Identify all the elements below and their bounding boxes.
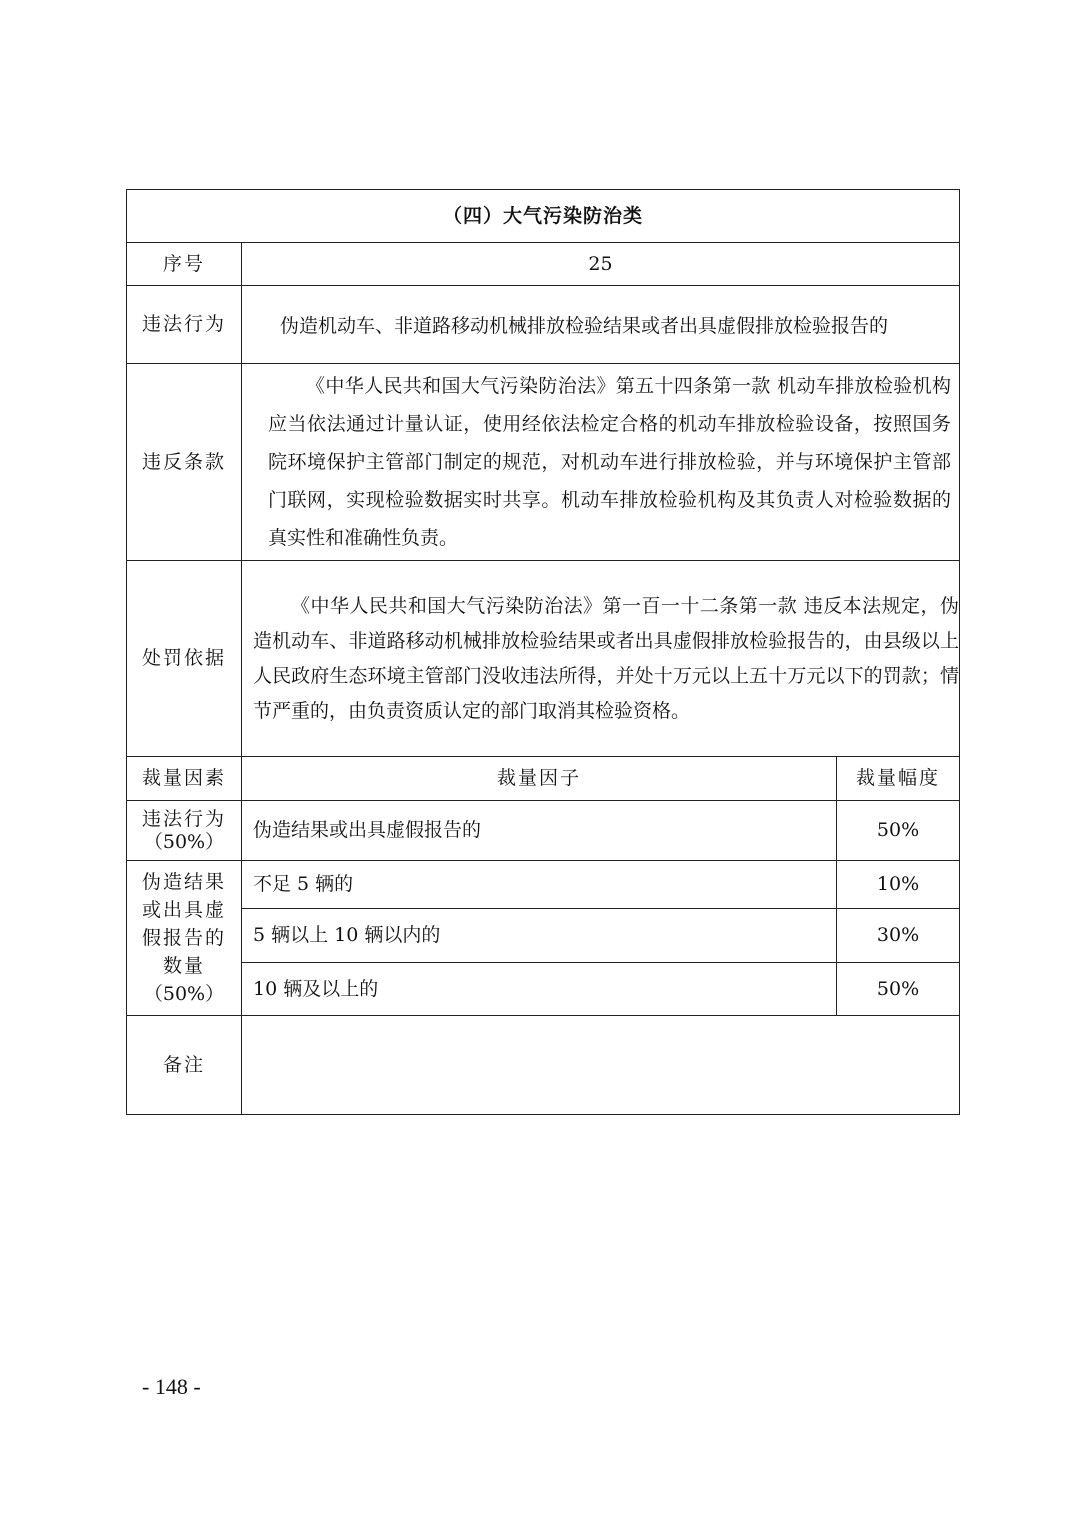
- discretion-factor-header: 裁量因子: [242, 757, 837, 801]
- range-cell: 50%: [837, 801, 960, 861]
- group1-label: [127, 801, 242, 861]
- serial-value: 25: [242, 243, 960, 286]
- penalty-basis-text: 《中华人民共和国大气污染防治法》第一百一十二条第一款 违反本法规定，伪造机动车、非道路移动机械排放检验结果或者出具虚假排放检验报告的，由县级以上人民政府生态环境主管部门没收违法所得，并处十万元以上五十万元以下的罚款；情节严重的，由负责资质认定的部门取消其检验资格。: [242, 561, 960, 757]
- range-cell: 10%: [837, 861, 960, 909]
- violated-provision-text: 《中华人民共和国大气污染防治法》第五十四条第一款 机动车排放检验机构应当依法通过计量认证，使用经依法检定合格的机动车排放检验设备，按照国务院环境保护主管部门制定的规范，对机动车进行排放检验，并与环境保护主管部门联网，实现检验数据实时共享。机动车排放检验机构及其负责人对检验数据的真实性和准确性负责。: [242, 364, 960, 561]
- group2-label-line: 数量: [162, 955, 205, 977]
- group2-label-line: 假报告的: [141, 927, 226, 949]
- factor-cell: 5 辆以上 10 辆以内的: [242, 909, 837, 963]
- group2-label-weight: （50%）: [143, 983, 225, 1005]
- factor-cell: 不足 5 辆的: [242, 861, 837, 909]
- discretion-element-header: 裁量因素: [127, 757, 242, 801]
- factor-cell: 伪造结果或出具虚假报告的: [242, 801, 837, 861]
- penalty-basis-label: 处罚依据: [127, 561, 242, 757]
- violated-provision-label: 违反条款: [127, 364, 242, 561]
- remarks-label: 备注: [127, 1016, 242, 1115]
- group2-label-line: 伪造结果: [141, 871, 226, 893]
- remarks-value: [242, 1016, 960, 1115]
- penalty-discretion-table: [126, 189, 960, 1115]
- group2-label: [127, 861, 242, 1016]
- range-cell: 50%: [837, 963, 960, 1016]
- group1-label-line: 违法行为: [141, 807, 226, 830]
- page-number: - 148 -: [142, 1374, 201, 1399]
- group1-label-weight: （50%）: [143, 830, 225, 853]
- group2-label-line: 或出具虚: [141, 899, 226, 921]
- discretion-range-header: 裁量幅度: [837, 757, 960, 801]
- range-cell: 30%: [837, 909, 960, 963]
- violation-label: 违法行为: [127, 286, 242, 364]
- factor-cell: 10 辆及以上的: [242, 963, 837, 1016]
- violation-text: 伪造机动车、非道路移动机械排放检验结果或者出具虚假排放检验报告的: [242, 286, 960, 364]
- section-title: （四）大气污染防治类: [127, 190, 960, 243]
- serial-label: 序号: [127, 243, 242, 286]
